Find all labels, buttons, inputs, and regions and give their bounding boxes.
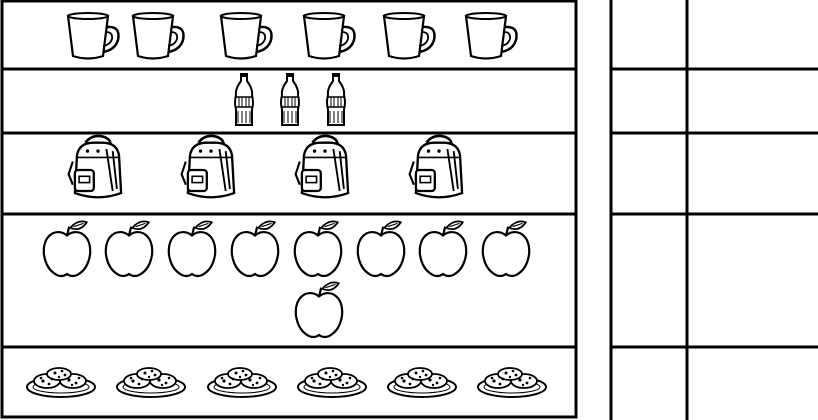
answer-box-count[interactable] [613, 2, 686, 67]
bottle-icon [281, 73, 299, 125]
answer-box-count[interactable] [613, 349, 686, 418]
answer-box-extra[interactable] [689, 216, 818, 345]
apple-icon [44, 221, 90, 276]
bottle-icon [235, 73, 253, 125]
apple-icon [169, 221, 215, 276]
cup-icon [304, 13, 355, 59]
answer-box-extra[interactable] [689, 71, 818, 131]
apple-icon [358, 221, 404, 276]
apple-icon [295, 221, 341, 276]
cookie-plate-icon [388, 368, 456, 397]
answer-box-count[interactable] [613, 71, 686, 131]
cup-icon [466, 13, 517, 59]
cup-icon [133, 13, 184, 59]
answer-box-extra[interactable] [689, 135, 818, 212]
cup-icon [221, 13, 272, 59]
cup-icon [68, 13, 119, 59]
backpack-icon [69, 136, 122, 197]
cookie-plate-icon [298, 368, 366, 397]
backpack-icon [296, 136, 349, 197]
answer-box-extra[interactable] [689, 349, 818, 418]
apple-icon [106, 221, 152, 276]
answer-box-count[interactable] [613, 216, 686, 345]
apple-icon [420, 221, 466, 276]
cup-icon [384, 13, 435, 59]
cookie-plate-icon [27, 368, 95, 397]
answer-box-extra[interactable] [689, 2, 818, 67]
backpack-icon [182, 136, 235, 197]
apple-icon [296, 282, 342, 337]
cookie-plate-icon [478, 368, 546, 397]
backpack-icon [410, 136, 463, 197]
bottle-icon [327, 73, 345, 125]
apple-icon [232, 221, 278, 276]
cookie-plate-icon [208, 368, 276, 397]
answer-box-count[interactable] [613, 135, 686, 212]
picture-grid [2, 1, 576, 417]
cookie-plate-icon [117, 368, 185, 397]
apple-icon [483, 221, 529, 276]
